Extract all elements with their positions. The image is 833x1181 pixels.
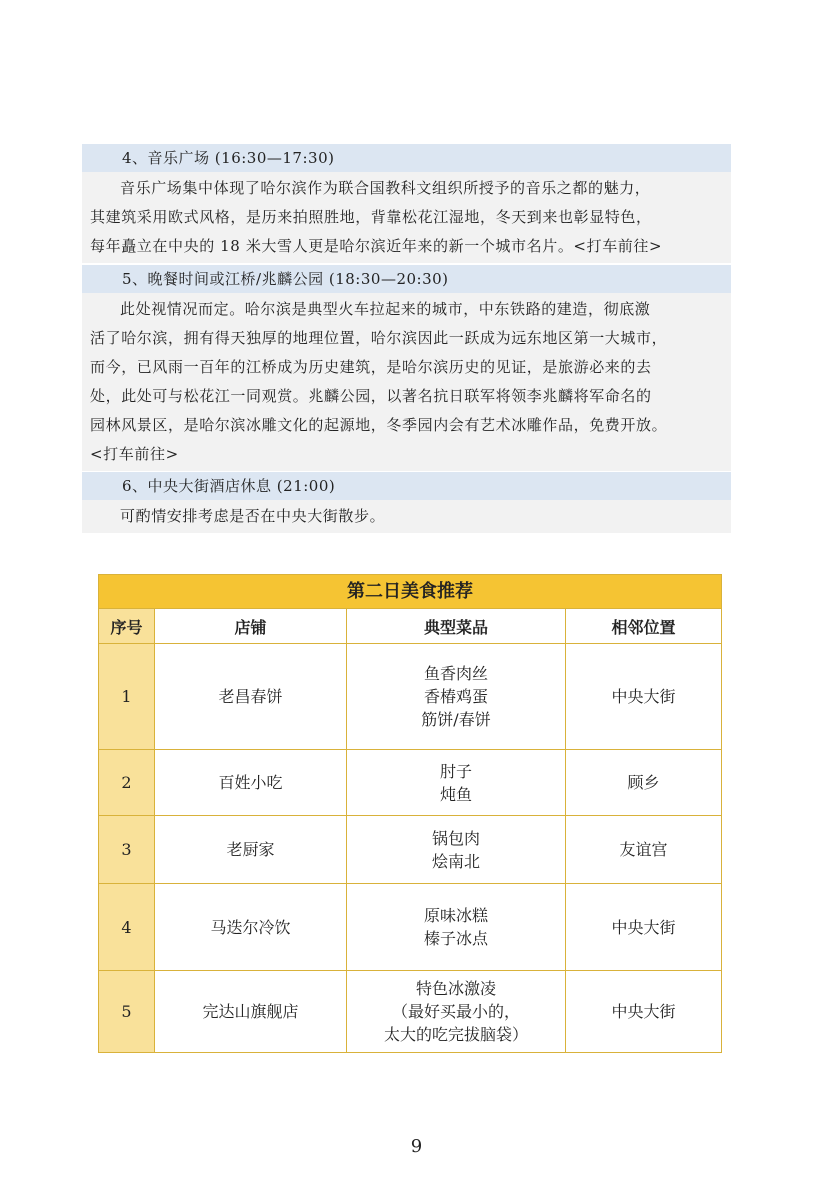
row-location: 顾乡: [566, 750, 722, 816]
section-hotel-rest: [82, 472, 731, 533]
dish-item: 太大的吃完拔脑袋）: [383, 1025, 528, 1044]
row-location: 友谊宫: [566, 816, 722, 884]
paragraph-line: 音乐广场集中体现了哈尔滨作为联合国教科文组织所授予的音乐之都的魅力，: [120, 179, 651, 197]
paragraph-line: 其建筑采用欧式风格，是历来拍照胜地，背靠松花江湿地，冬天到来也彰显特色，: [90, 208, 652, 226]
row-location: 中央大街: [566, 884, 722, 971]
paragraph-line: 园林风景区，是哈尔滨冰雕文化的起源地，冬季园内会有艺术冰雕作品，免费开放。: [90, 416, 668, 434]
table-row: [99, 971, 722, 1053]
section-heading: 4、音乐广场 (16:30—17:30): [82, 144, 731, 172]
dish-item: 肘子: [439, 761, 472, 781]
row-dishes: [347, 816, 566, 884]
dish-item: 烩南北: [431, 851, 480, 871]
row-index: 5: [99, 971, 155, 1053]
section-body: [82, 293, 731, 471]
row-dishes: [347, 644, 566, 750]
dish-item: 筋饼/春饼: [421, 710, 491, 729]
header-shop: 店铺: [155, 609, 347, 644]
table-row: [99, 816, 722, 884]
row-index: 2: [99, 750, 155, 816]
paragraph-line: <打车前往>: [90, 445, 179, 463]
header-dishes: 典型菜品: [347, 609, 566, 644]
dish-item: 香椿鸡蛋: [423, 687, 488, 706]
dish-item: 榛子冰点: [423, 929, 488, 948]
dish-item: 鱼香肉丝: [423, 664, 488, 683]
dish-item: （最好买最小的，: [391, 1002, 520, 1021]
dish-item: 原味冰糕: [423, 906, 488, 925]
paragraph-line: 可酌情安排考虑是否在中央大街散步。: [120, 507, 386, 525]
section-dinner-bridge: [82, 265, 731, 471]
row-shop: 完达山旗舰店: [155, 971, 347, 1053]
row-shop: 老昌春饼: [155, 644, 347, 750]
dish-item: 锅包肉: [431, 828, 480, 848]
header-index: 序号: [99, 609, 155, 644]
row-dishes: [347, 884, 566, 971]
paragraph-line: 活了哈尔滨，拥有得天独厚的地理位置，哈尔滨因此一跃成为远东地区第一大城市，: [90, 329, 668, 347]
section-music-square: [82, 144, 731, 263]
row-shop: 老厨家: [155, 816, 347, 884]
row-shop: 百姓小吃: [155, 750, 347, 816]
dish-item: 炖鱼: [439, 784, 472, 804]
table-row: [99, 884, 722, 971]
header-location: 相邻位置: [566, 609, 722, 644]
row-index: 3: [99, 816, 155, 884]
table-header-row: [99, 609, 722, 644]
row-location: 中央大街: [566, 644, 722, 750]
paragraph-line: 处，此处可与松花江一同观赏。兆麟公园，以著名抗日联军将领李兆麟将军命名的: [90, 387, 652, 405]
table-row: [99, 644, 722, 750]
row-index: 4: [99, 884, 155, 971]
section-body: [82, 500, 731, 533]
table-row: [99, 750, 722, 816]
page-number: 9: [410, 1136, 423, 1157]
row-dishes: [347, 971, 566, 1053]
row-dishes: [347, 750, 566, 816]
paragraph-line: 此处视情况而定。哈尔滨是典型火车拉起来的城市，中东铁路的建造，彻底激: [120, 300, 651, 318]
dish-item: 特色冰激凌: [415, 979, 496, 998]
paragraph-line: 而今，已风雨一百年的江桥成为历史建筑，是哈尔滨历史的见证，是旅游必来的去: [90, 358, 652, 376]
row-shop: 马迭尔冷饮: [155, 884, 347, 971]
section-heading: 6、中央大街酒店休息 (21:00): [82, 472, 731, 500]
row-location: 中央大街: [566, 971, 722, 1053]
table-title: 第二日美食推荐: [98, 574, 722, 608]
section-heading: 5、晚餐时间或江桥/兆麟公园 (18:30—20:30): [82, 265, 731, 293]
section-body: [82, 172, 731, 263]
row-index: 1: [99, 644, 155, 750]
paragraph-line: 每年矗立在中央的 18 米大雪人更是哈尔滨近年来的新一个城市名片。<打车前往>: [90, 237, 663, 255]
food-recommendation-table: [98, 574, 722, 1053]
